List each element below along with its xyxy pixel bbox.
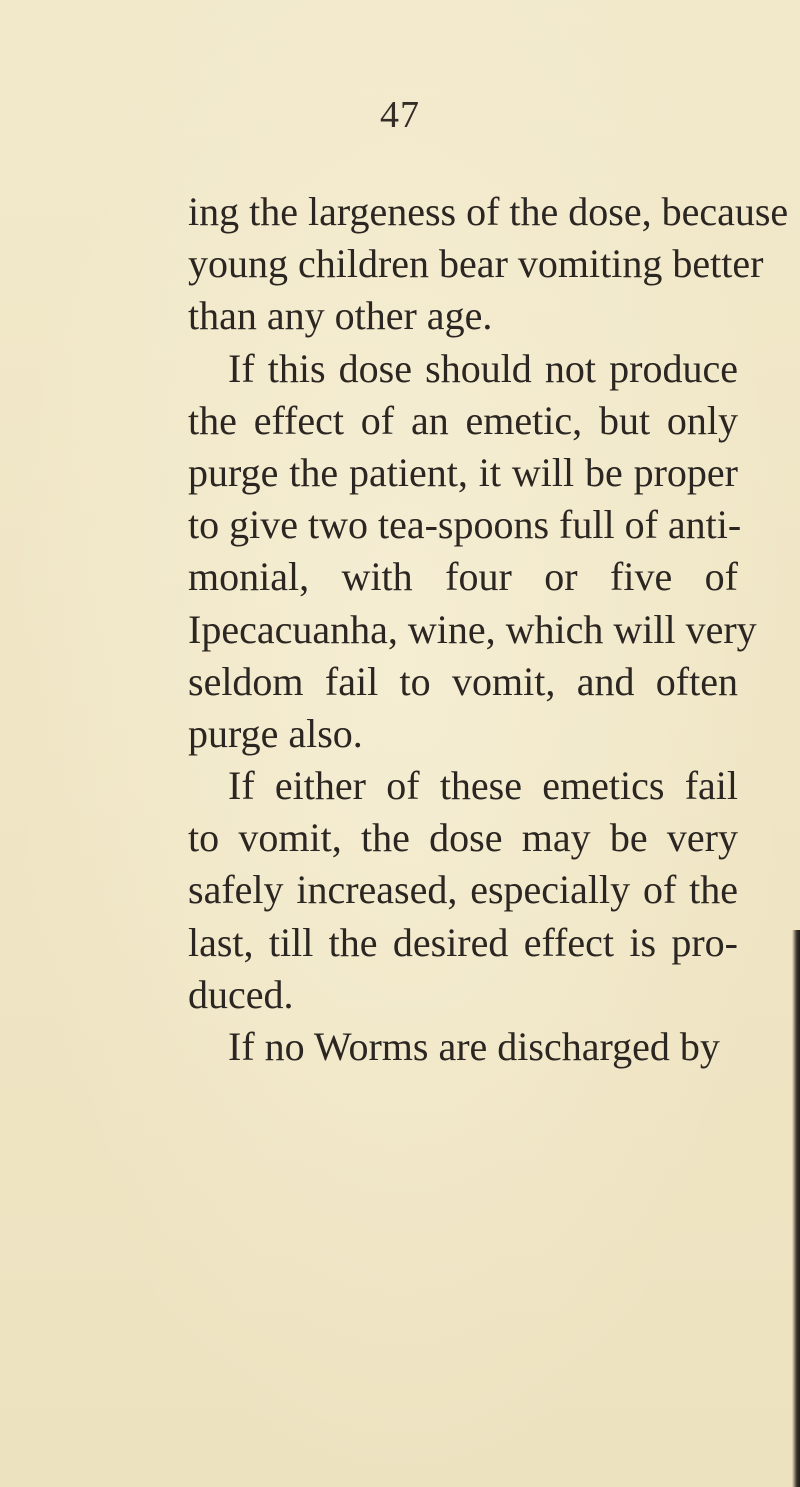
page-number: 47 <box>380 94 420 136</box>
text-line: duced. <box>188 971 294 1017</box>
text-line: to vomit, the dose may be very <box>188 815 738 861</box>
text-line: monial, with four or five of <box>188 554 738 600</box>
body-text <box>188 186 789 1073</box>
text-line: the effect of an emetic, but only <box>188 397 738 443</box>
text-line: purge the patient, it will be proper <box>188 449 738 495</box>
paragraph-start-line: If no Worms are discharged by <box>228 1024 720 1069</box>
text-line: Ipecacuanha, wine, which will very <box>188 606 757 652</box>
page-edge-shadow <box>792 930 800 1487</box>
text-line: purge also. <box>188 710 363 756</box>
text-line: last, till the desired effect is pro- <box>188 919 738 965</box>
text-line: young children bear vomiting better <box>188 241 764 287</box>
paragraph-start-line: If this dose should not produce <box>228 345 738 391</box>
text-line: safely increased, especially of the <box>188 867 738 913</box>
text-line: to give two tea-spoons full of anti- <box>188 502 742 548</box>
text-line: ing the largeness of the dose, because <box>188 189 789 234</box>
paragraph-start-line: If either of these emetics fail <box>228 763 738 809</box>
text-line: seldom fail to vomit, and often <box>188 658 738 704</box>
text-line: than any other age. <box>188 293 493 339</box>
